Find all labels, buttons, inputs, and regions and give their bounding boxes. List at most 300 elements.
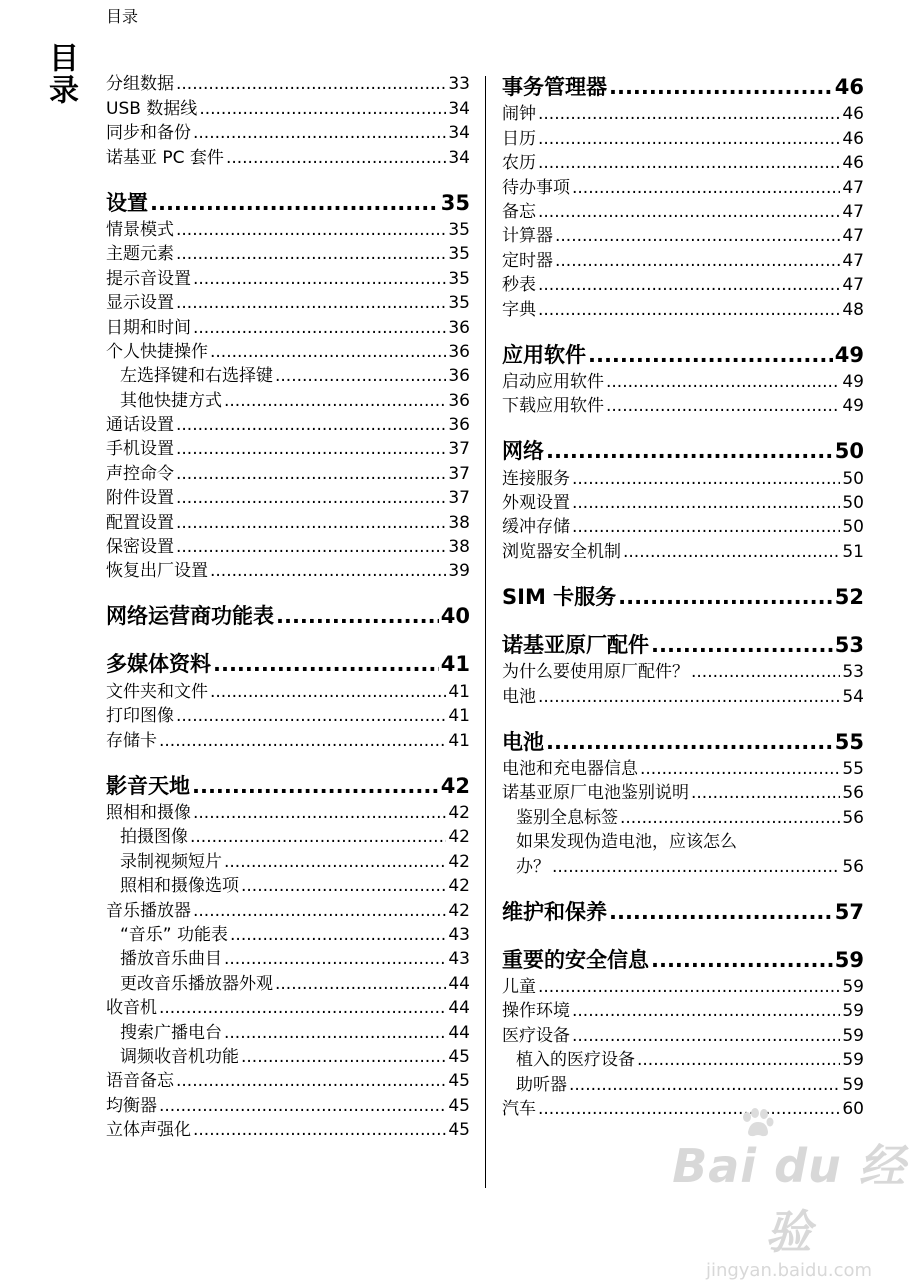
dot-leader [609, 897, 833, 927]
toc-section [106, 771, 470, 1142]
watermark [655, 1130, 923, 1281]
toc-entry-title: 字典 [502, 299, 536, 320]
dot-leader [569, 1073, 840, 1097]
toc-entry-title: 文件夹和文件 [106, 681, 208, 702]
dot-leader [609, 72, 833, 102]
dot-leader [275, 364, 446, 388]
toc-page-number: 50 [842, 493, 864, 514]
toc-page-number: 55 [842, 759, 864, 780]
toc-entry[interactable] [106, 486, 470, 510]
toc-heading-title: 多媒体资料 [106, 652, 211, 677]
toc-entry[interactable] [502, 491, 864, 515]
toc-entry-title: 下载应用软件 [502, 396, 604, 417]
dot-leader [224, 947, 446, 971]
toc-entry[interactable] [502, 248, 864, 272]
toc-entry-title: 拍摄图像 [120, 827, 188, 848]
toc-page-number: 47 [842, 177, 864, 198]
toc-entry[interactable] [502, 757, 864, 781]
column-divider [485, 76, 486, 1188]
dot-leader [176, 486, 446, 510]
toc-heading-title: 重要的安全信息 [502, 947, 649, 972]
toc-page-number: 45 [448, 1095, 470, 1116]
dot-leader [276, 601, 439, 631]
toc-section-heading[interactable] [106, 649, 470, 679]
toc-entry[interactable] [502, 999, 864, 1023]
toc-entry[interactable] [502, 273, 864, 297]
toc-page-number: 35 [448, 268, 470, 289]
toc-section [502, 897, 864, 927]
dot-leader [241, 874, 446, 898]
toc-page-number: 47 [842, 226, 864, 247]
toc-entry-title: 更改音乐播放器外观 [120, 973, 273, 994]
toc-page-number: 56 [842, 856, 864, 877]
dot-leader [620, 806, 840, 830]
toc-entry[interactable] [106, 437, 470, 461]
dot-leader [623, 540, 840, 564]
toc-entry[interactable] [106, 874, 470, 898]
toc-entry-title: 日历 [502, 128, 536, 149]
toc-heading-title: 电池 [502, 729, 544, 754]
dot-leader [190, 825, 446, 849]
toc-entry-title: 恢复出厂设置 [106, 561, 208, 582]
toc-section [106, 649, 470, 752]
toc-entry-title: 秒表 [502, 275, 536, 296]
toc-entry[interactable] [106, 242, 470, 266]
toc-entry[interactable] [106, 1093, 470, 1117]
toc-section [502, 582, 864, 612]
dot-leader [193, 121, 446, 145]
toc-page-number: 35 [448, 219, 470, 240]
dot-leader [159, 729, 446, 753]
dot-leader [618, 582, 833, 612]
toc-entry-title: 录制视频短片 [120, 851, 222, 872]
toc-entry-title: 日期和时间 [106, 317, 191, 338]
toc-entry[interactable] [106, 923, 470, 947]
toc-entry[interactable] [502, 175, 864, 199]
dot-leader [572, 515, 840, 539]
toc-entry[interactable] [106, 266, 470, 290]
toc-section [502, 72, 864, 322]
toc-entry[interactable] [106, 559, 470, 583]
toc-page-number: 53 [842, 662, 864, 683]
dot-leader [546, 436, 833, 466]
toc-heading-title: SIM 卡服务 [502, 584, 617, 609]
toc-entry[interactable] [106, 121, 470, 145]
toc-heading-title: 影音天地 [106, 773, 190, 798]
toc-section [106, 72, 470, 170]
toc-section-heading[interactable] [502, 72, 864, 102]
dot-leader [224, 850, 446, 874]
toc-page-number: 34 [448, 147, 470, 168]
toc-page-number: 37 [448, 463, 470, 484]
toc-entry-title: 备忘 [502, 201, 536, 222]
toc-page-number: 42 [448, 900, 470, 921]
dot-leader [159, 1094, 446, 1118]
toc-entry-title: 操作环境 [502, 1001, 570, 1022]
toc-entry[interactable] [502, 370, 864, 394]
dot-leader [193, 801, 446, 825]
toc-page-number: 53 [834, 632, 864, 657]
toc-page-number: 36 [448, 317, 470, 338]
toc-entry-title: 如果发现伪造电池，应该怎么 [516, 832, 737, 853]
toc-entry[interactable] [106, 340, 470, 364]
toc-heading-title: 诺基亚原厂配件 [502, 632, 649, 657]
toc-entry[interactable] [502, 781, 864, 805]
toc-page-number: 41 [448, 730, 470, 751]
toc-heading-title: 维护和保养 [502, 899, 607, 924]
toc-page-number: 47 [842, 275, 864, 296]
toc-page-number: 50 [834, 439, 864, 464]
toc-entry-title: 诺基亚原厂电池鉴别说明 [502, 783, 689, 804]
toc-entry-title: 语音备忘 [106, 1071, 174, 1092]
dot-leader [538, 273, 840, 297]
toc-entry-title: “音乐” 功能表 [120, 924, 229, 945]
toc-entry[interactable] [106, 145, 470, 169]
toc-page-number: 45 [448, 1120, 470, 1141]
dot-leader [691, 781, 840, 805]
toc-entry[interactable] [106, 971, 470, 995]
toc-entry[interactable] [502, 1097, 864, 1121]
dot-leader [224, 389, 446, 413]
toc-page-number: 50 [842, 468, 864, 489]
toc-section-heading[interactable] [502, 630, 864, 660]
toc-section-heading[interactable] [502, 727, 864, 757]
toc-entry[interactable] [502, 660, 864, 684]
toc-entry-title: 通话设置 [106, 415, 174, 436]
toc-entry-title: 立体声强化 [106, 1120, 191, 1141]
toc-page-number: 35 [440, 190, 470, 215]
toc-page-number: 36 [448, 366, 470, 387]
toc-section-heading[interactable] [106, 188, 470, 218]
toc-page-number: 59 [842, 1074, 864, 1095]
toc-heading-title: 设置 [106, 190, 148, 215]
dot-leader [213, 649, 439, 679]
dot-leader [572, 491, 840, 515]
toc-section [502, 945, 864, 1121]
toc-section [502, 630, 864, 709]
toc-page-number: 49 [834, 342, 864, 367]
toc-entry[interactable] [106, 461, 470, 485]
dot-leader [691, 660, 840, 684]
toc-section [106, 188, 470, 584]
toc-entry[interactable] [106, 1045, 470, 1069]
toc-page-number: 50 [842, 517, 864, 538]
toc-section-heading[interactable] [502, 436, 864, 466]
toc-page-number: 36 [448, 415, 470, 436]
toc-entry[interactable] [106, 364, 470, 388]
dot-leader [224, 1021, 446, 1045]
dot-leader [552, 855, 840, 879]
toc-entry[interactable] [502, 102, 864, 126]
toc-section-heading[interactable] [106, 601, 470, 631]
toc-entry-title: 手机设置 [106, 439, 174, 460]
toc-page-number: 60 [842, 1098, 864, 1119]
toc-entry-title: 连接服务 [502, 468, 570, 489]
dot-leader [546, 727, 833, 757]
toc-page-number: 49 [842, 371, 864, 392]
dot-leader [176, 437, 446, 461]
toc-entry[interactable] [106, 947, 470, 971]
dot-leader [199, 97, 446, 121]
toc-entry[interactable] [106, 1118, 470, 1142]
dot-leader [538, 975, 840, 999]
dot-leader [572, 467, 840, 491]
toc-entry-title: 为什么要使用原厂配件？ [502, 662, 689, 683]
dot-leader [538, 298, 840, 322]
toc-entry-title: 助听器 [516, 1074, 567, 1095]
toc-entry[interactable] [106, 535, 470, 559]
toc-entry[interactable] [502, 466, 864, 490]
toc-section-heading[interactable] [502, 340, 864, 370]
toc-entry[interactable] [502, 297, 864, 321]
toc-page-number: 42 [440, 773, 470, 798]
toc-section-heading[interactable] [502, 897, 864, 927]
dot-leader [572, 999, 840, 1023]
toc-page-number: 59 [842, 1050, 864, 1071]
toc-page-number: 59 [834, 947, 864, 972]
toc-page-number: 34 [448, 123, 470, 144]
toc-entry[interactable] [502, 394, 864, 418]
toc-entry-title: 声控命令 [106, 463, 174, 484]
toc-entry[interactable] [106, 849, 470, 873]
toc-entry-title: 农历 [502, 153, 536, 174]
dot-leader [230, 923, 446, 947]
toc-entry-title: 电池 [502, 686, 536, 707]
toc-entry[interactable] [502, 1048, 864, 1072]
toc-column-right [502, 72, 864, 1139]
toc-page-number: 55 [834, 729, 864, 754]
dot-leader [651, 630, 833, 660]
toc-page-number: 45 [448, 1071, 470, 1092]
toc-entry[interactable] [106, 413, 470, 437]
toc-page-number: 36 [448, 341, 470, 362]
dot-leader [210, 340, 446, 364]
toc-page-number: 59 [842, 1025, 864, 1046]
dot-leader [588, 340, 833, 370]
dot-leader [651, 945, 833, 975]
toc-entry-title: 配置设置 [106, 512, 174, 533]
toc-entry[interactable] [502, 539, 864, 563]
toc-page-number: 43 [448, 924, 470, 945]
toc-entry-title: 保密设置 [106, 537, 174, 558]
toc-entry-title: 搜索广播电台 [120, 1022, 222, 1043]
toc-entry-title: 显示设置 [106, 293, 174, 314]
toc-heading-title: 应用软件 [502, 342, 586, 367]
toc-page-number: 43 [448, 949, 470, 970]
dot-leader [555, 249, 840, 273]
dot-leader [176, 413, 446, 437]
toc-entry-title: 办？ [516, 856, 550, 877]
toc-column-left [106, 72, 470, 1160]
dot-leader [176, 462, 446, 486]
dot-leader [637, 1048, 840, 1072]
toc-entry-title: 诺基亚 PC 套件 [106, 147, 224, 168]
toc-entry[interactable] [502, 684, 864, 708]
dot-leader [159, 996, 446, 1020]
dot-leader [176, 1069, 446, 1093]
toc-page-number: 46 [842, 153, 864, 174]
toc-entry-title: 待办事项 [502, 177, 570, 198]
toc-entry[interactable] [502, 854, 864, 878]
toc-page-number: 38 [448, 537, 470, 558]
toc-entry-title: 植入的医疗设备 [516, 1050, 635, 1071]
dot-leader [176, 72, 446, 96]
toc-page-number: 33 [448, 74, 470, 95]
toc-page-number: 54 [842, 686, 864, 707]
toc-entry[interactable] [106, 704, 470, 728]
dot-leader [555, 224, 840, 248]
toc-entry[interactable] [106, 1020, 470, 1044]
toc-page-number: 44 [448, 998, 470, 1019]
running-header: 目录 [106, 7, 139, 26]
toc-entry[interactable] [106, 72, 470, 96]
dot-leader [606, 370, 840, 394]
dot-leader [176, 511, 446, 535]
toc-section [502, 727, 864, 879]
toc-entry[interactable] [502, 224, 864, 248]
watermark-logo-text: Bai du 经验 [672, 1139, 906, 1259]
dot-leader [176, 218, 446, 242]
toc-page-number: 37 [448, 439, 470, 460]
toc-page-number: 52 [834, 584, 864, 609]
dot-leader [176, 704, 446, 728]
toc-entry-title: 存储卡 [106, 730, 157, 751]
toc-page-number: 59 [842, 1001, 864, 1022]
dot-leader [193, 1118, 446, 1142]
toc-entry[interactable] [106, 388, 470, 412]
side-section-title: 目录 [43, 42, 78, 106]
toc-entry[interactable] [502, 805, 864, 829]
toc-entry-title: 调频收音机功能 [120, 1046, 239, 1067]
toc-page-number: 46 [842, 104, 864, 125]
toc-page-number: 45 [448, 1046, 470, 1067]
dot-leader [193, 899, 446, 923]
toc-page-number: 37 [448, 488, 470, 509]
toc-entry[interactable] [106, 291, 470, 315]
toc-page-number: 57 [834, 899, 864, 924]
toc-entry-title: 打印图像 [106, 706, 174, 727]
toc-entry-title: 电池和充电器信息 [502, 759, 638, 780]
toc-entry-title: 分组数据 [106, 74, 174, 95]
toc-entry[interactable] [106, 679, 470, 703]
toc-page-number: 59 [842, 976, 864, 997]
toc-entry[interactable] [106, 898, 470, 922]
toc-entry[interactable] [106, 825, 470, 849]
toc-entry-title: 照相和摄像选项 [120, 876, 239, 897]
toc-entry[interactable] [106, 801, 470, 825]
toc-entry-title: 外观设置 [502, 493, 570, 514]
toc-page-number: 35 [448, 244, 470, 265]
dot-leader [176, 291, 446, 315]
toc-page-number: 47 [842, 250, 864, 271]
toc-entry-title: 提示音设置 [106, 268, 191, 289]
toc-entry-title: 同步和备份 [106, 123, 191, 144]
toc-entry[interactable] [106, 96, 470, 120]
toc-page-number: 34 [448, 98, 470, 119]
toc-page-number: 56 [842, 807, 864, 828]
toc-section-heading[interactable] [502, 945, 864, 975]
toc-entry-title: 播放音乐曲目 [120, 949, 222, 970]
toc-page-number: 42 [448, 827, 470, 848]
toc-page-number: 46 [834, 75, 864, 99]
toc-entry-title: USB 数据线 [106, 98, 198, 119]
toc-entry[interactable] [106, 728, 470, 752]
toc-section-heading[interactable] [502, 582, 864, 612]
toc-entry[interactable] [502, 126, 864, 150]
toc-entry[interactable] [106, 1069, 470, 1093]
dot-leader [176, 535, 446, 559]
dot-leader [538, 200, 840, 224]
dot-leader [241, 1045, 446, 1069]
toc-entry-title: 其他快捷方式 [120, 390, 222, 411]
dot-leader [572, 1024, 840, 1048]
dot-leader [193, 316, 446, 340]
toc-entry[interactable] [502, 200, 864, 224]
toc-entry[interactable] [502, 1072, 864, 1096]
dot-leader [176, 242, 446, 266]
dot-leader [275, 972, 446, 996]
toc-entry[interactable] [106, 996, 470, 1020]
dot-leader [538, 151, 840, 175]
dot-leader [226, 146, 446, 170]
dot-leader [538, 685, 840, 709]
toc-entry-title: 均衡器 [106, 1095, 157, 1116]
toc-entry-title: 计算器 [502, 226, 553, 247]
toc-page-number: 36 [448, 390, 470, 411]
dot-leader [192, 771, 439, 801]
dot-leader [193, 267, 446, 291]
toc-page-number: 51 [842, 541, 864, 562]
toc-page-number: 42 [448, 851, 470, 872]
toc-section [502, 340, 864, 419]
toc-entry-title: 左选择键和右选择键 [120, 366, 273, 387]
toc-section-heading[interactable] [106, 771, 470, 801]
toc-entry[interactable] [502, 515, 864, 539]
toc-entry[interactable] [106, 315, 470, 339]
dot-leader [210, 559, 446, 583]
toc-entry-title: 主题元素 [106, 244, 174, 265]
toc-entry[interactable] [502, 975, 864, 999]
toc-entry-title: 医疗设备 [502, 1025, 570, 1046]
toc-page-number: 41 [440, 652, 470, 677]
toc-page-number: 47 [842, 201, 864, 222]
toc-entry-title: 启动应用软件 [502, 371, 604, 392]
toc-heading-title: 事务管理器 [502, 75, 607, 99]
toc-page-number: 48 [842, 299, 864, 320]
toc-page-number: 35 [448, 293, 470, 314]
watermark-url: jingyan.baidu.com [705, 1260, 873, 1281]
dot-leader [640, 757, 840, 781]
toc-section [106, 601, 470, 631]
toc-page-number: 42 [448, 802, 470, 823]
toc-entry[interactable] [106, 510, 470, 534]
toc-entry-title: 个人快捷操作 [106, 341, 208, 362]
toc-entry-title: 儿童 [502, 976, 536, 997]
toc-page-number: 49 [842, 396, 864, 417]
toc-entry[interactable] [106, 218, 470, 242]
toc-entry[interactable] [502, 1023, 864, 1047]
dot-leader [210, 680, 446, 704]
toc-page-number: 46 [842, 128, 864, 149]
toc-heading-title: 网络 [502, 439, 544, 464]
toc-entry[interactable] [502, 151, 864, 175]
toc-page-number: 40 [440, 604, 470, 629]
toc-entry-title: 照相和摄像 [106, 802, 191, 823]
toc-page-number: 41 [448, 681, 470, 702]
toc-entry-title: 汽车 [502, 1098, 536, 1119]
dot-leader [572, 176, 840, 200]
toc-entry[interactable] [502, 830, 864, 854]
